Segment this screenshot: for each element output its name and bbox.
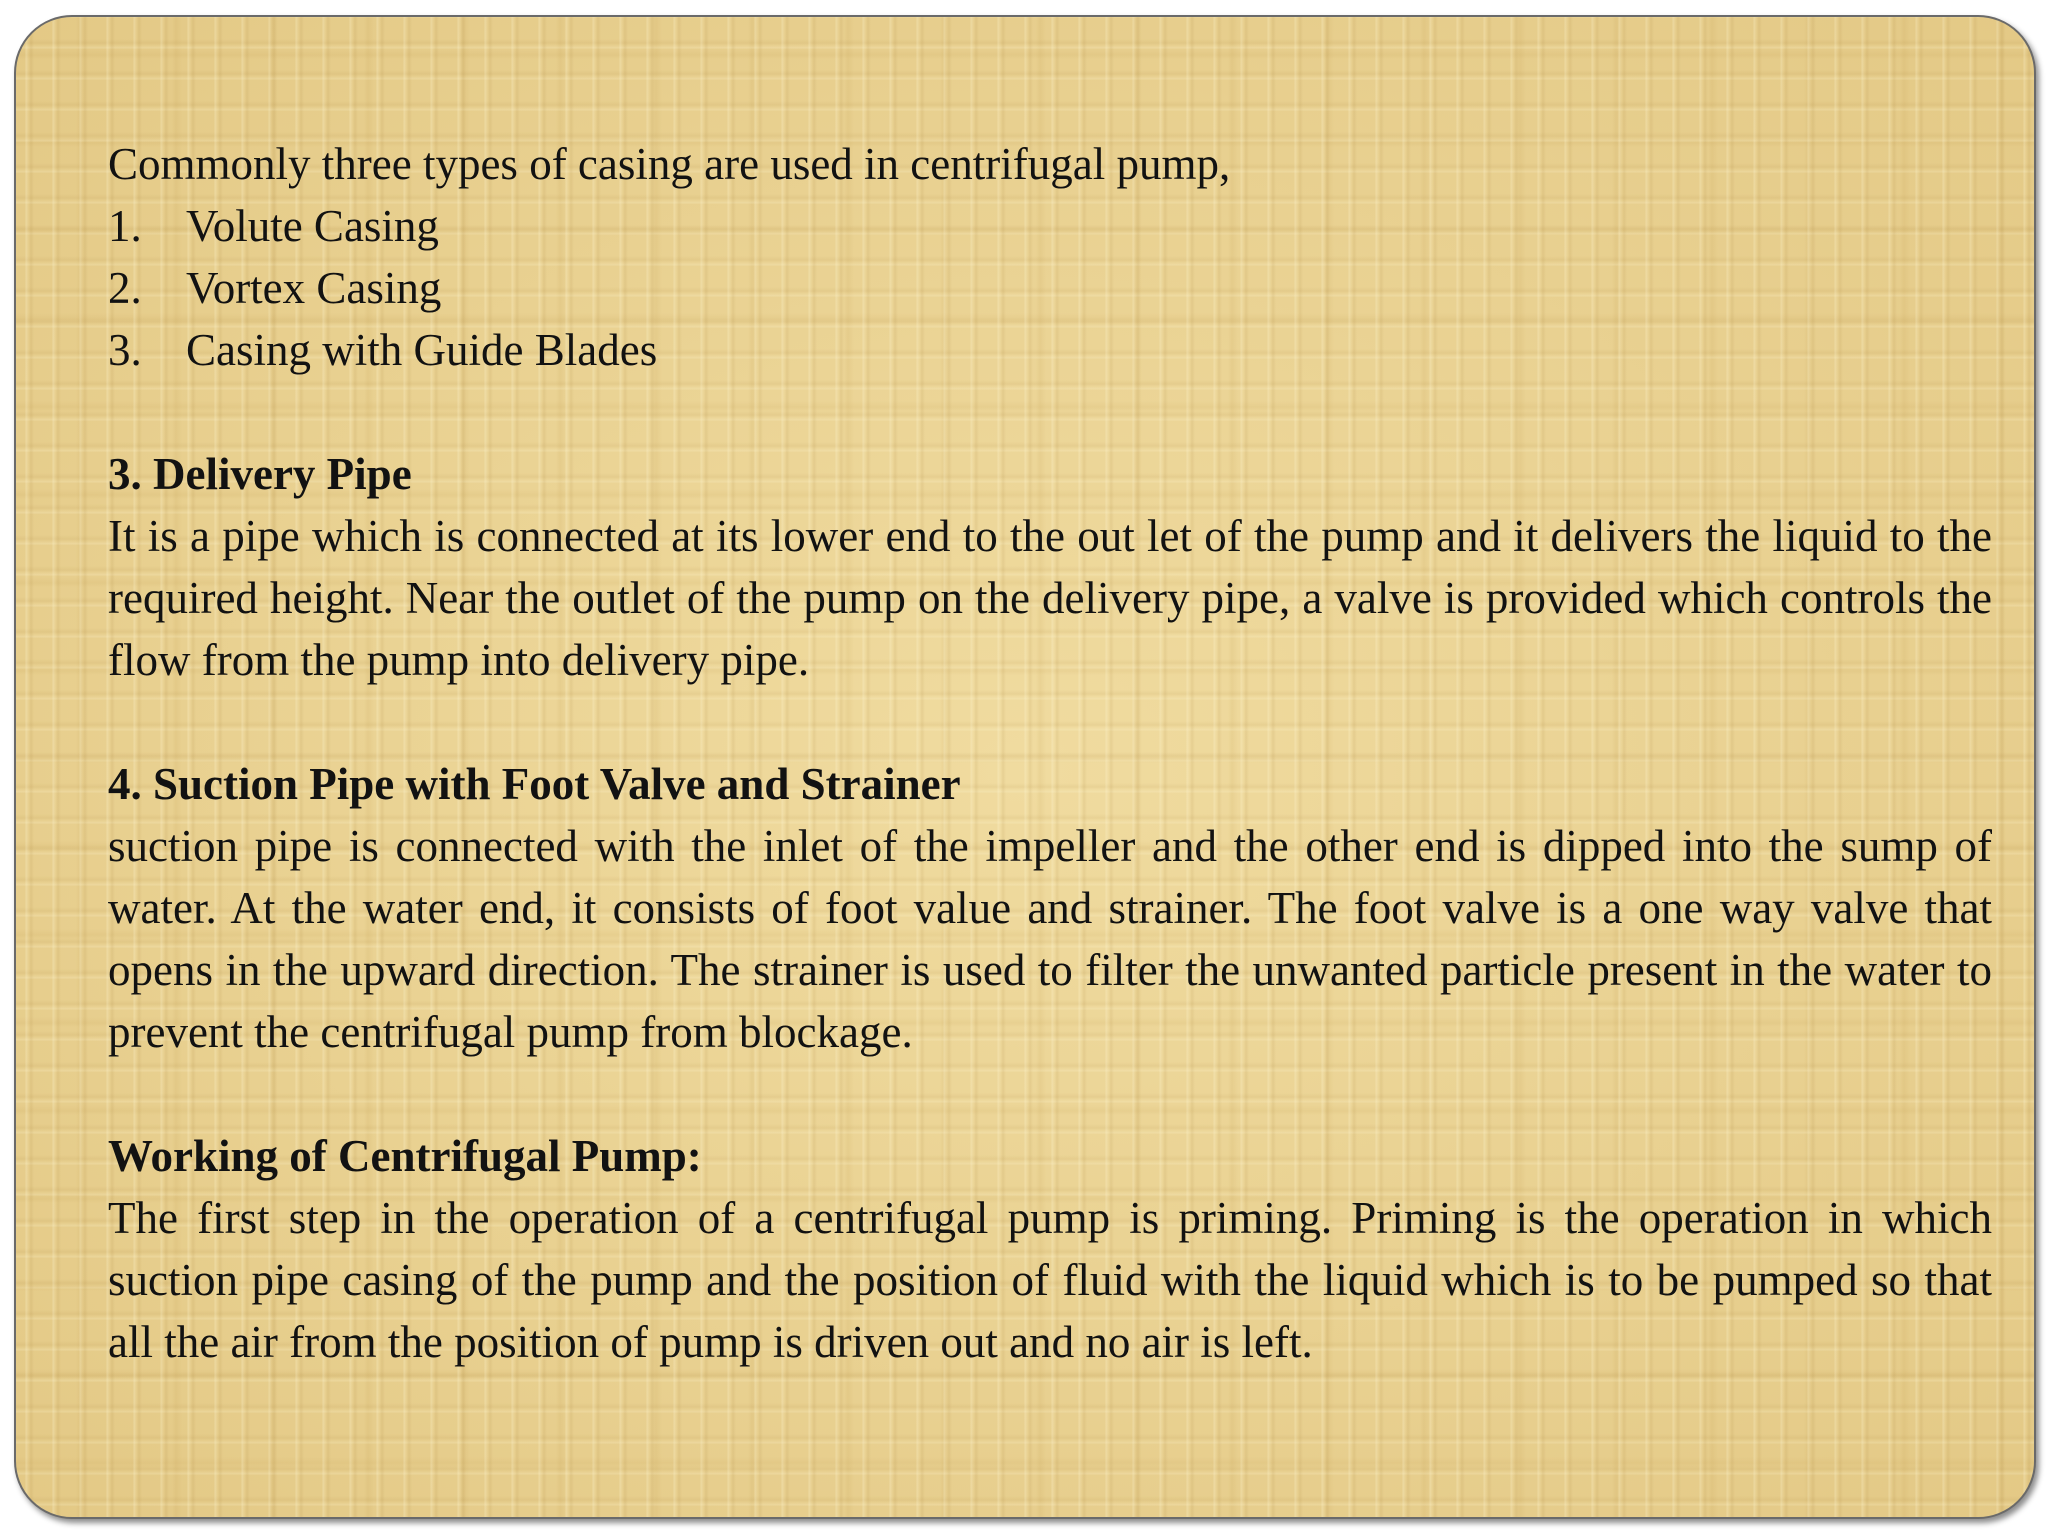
slide-content bbox=[108, 133, 1992, 1373]
casing-type-list bbox=[108, 195, 1992, 381]
list-number: 2. bbox=[108, 263, 142, 313]
section-heading-working: Working of Centrifugal Pump: bbox=[108, 1131, 702, 1181]
section-body-working: The first step in the operation of a centrifugal pump is priming. Priming is the operation in which suction pipe casing of the pump and the position of fluid with the liquid which is to be pumped so that all the air from the position of pump is driven out and no air is left. bbox=[108, 1193, 1992, 1367]
section-body-delivery-pipe: It is a pipe which is connected at its lower end to the out let of the pump and it delivers the liquid to the required height. Near the outlet of the pump on the delivery pipe, a valve is provided which controls the flow from the pump into delivery pipe. bbox=[108, 511, 1992, 685]
section-heading-delivery-pipe: 3. Delivery Pipe bbox=[108, 449, 412, 499]
list-text: Vortex Casing bbox=[186, 263, 442, 313]
list-item bbox=[108, 319, 1992, 381]
spacer bbox=[108, 1063, 1992, 1125]
list-text: Volute Casing bbox=[186, 201, 439, 251]
spacer bbox=[108, 691, 1992, 753]
list-number: 3. bbox=[108, 325, 142, 375]
list-item bbox=[108, 257, 1992, 319]
intro-text: Commonly three types of casing are used in centrifugal pump, bbox=[108, 139, 1231, 189]
section-body-suction-pipe: suction pipe is connected with the inlet of the impeller and the other end is dipped into the sump of water. At the water end, it consists of foot value and strainer. The foot valve is a one way valve that opens in the upward direction. The strainer is used to filter the unwanted particle present in the water to prevent the centrifugal pump from blockage. bbox=[108, 821, 1992, 1057]
section-heading-suction-pipe: 4. Suction Pipe with Foot Valve and Strainer bbox=[108, 759, 961, 809]
list-number: 1. bbox=[108, 201, 142, 251]
list-item bbox=[108, 195, 1992, 257]
spacer bbox=[108, 381, 1992, 443]
slide-frame bbox=[14, 15, 2036, 1519]
list-text: Casing with Guide Blades bbox=[186, 325, 658, 375]
